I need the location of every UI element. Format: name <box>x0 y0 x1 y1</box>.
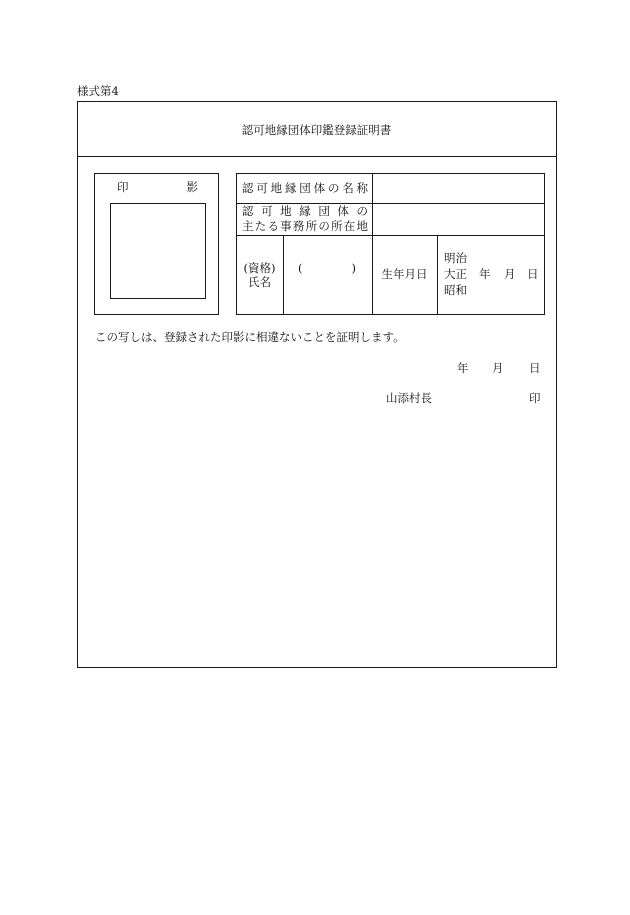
form-number: 様式第4 <box>77 84 119 98</box>
label-character: 縁 <box>299 204 311 218</box>
label-character: 事 <box>280 219 292 233</box>
label-character: の <box>318 219 330 233</box>
label-character: 可 <box>261 204 273 218</box>
issuer-title: 山添村長 <box>386 391 432 405</box>
birth-year-unit: 年 <box>479 267 491 281</box>
qualification-close-paren: ) <box>351 261 356 275</box>
birth-month-unit: 月 <box>504 267 516 281</box>
label-character: 認 <box>242 204 254 218</box>
era-showa: 昭和 <box>444 283 467 297</box>
label-character: 団 <box>318 204 330 218</box>
label-character: 団 <box>299 181 311 195</box>
group-name-value-cell <box>373 174 544 203</box>
label-character: 務 <box>292 219 305 233</box>
label-character: 主 <box>242 219 254 233</box>
seal-impression-header <box>117 180 198 194</box>
label-character: 称 <box>356 181 368 195</box>
label-character: 所 <box>331 219 343 233</box>
label-character: の <box>327 181 340 195</box>
label-character: 認 <box>242 181 254 195</box>
label-character: 地 <box>280 204 292 218</box>
birthdate-label: 生年月日 <box>381 267 428 281</box>
qualification-parentheses <box>298 261 356 275</box>
certificate-title: 認可地縁団体印鑑登録証明書 <box>241 123 392 137</box>
qualification-open-paren: ( <box>298 261 303 275</box>
seal-header-right: 影 <box>186 180 198 194</box>
certification-statement: この写しは、登録された印影に相違ないことを証明します。 <box>95 330 405 344</box>
label-character: 所 <box>305 219 318 233</box>
label-character: る <box>267 219 279 233</box>
group-name-label <box>242 181 368 195</box>
office-address-label-line2 <box>242 219 368 233</box>
era-meiji: 明治 <box>444 251 467 265</box>
table-column-divider-person <box>283 235 284 315</box>
title-divider <box>77 156 556 157</box>
table-column-divider-birthdate <box>437 235 438 315</box>
office-address-label-line1 <box>242 204 368 218</box>
label-character: 在 <box>343 219 356 233</box>
label-character: た <box>254 219 267 233</box>
label-character: 名 <box>342 181 354 195</box>
birth-day-unit: 日 <box>527 267 539 281</box>
label-character: 地 <box>356 219 368 233</box>
label-character: 可 <box>256 181 268 195</box>
label-character: 地 <box>270 181 283 195</box>
era-taisho: 大正 <box>444 267 467 281</box>
seal-header-left: 印 <box>117 180 129 194</box>
person-name-label: 氏名 <box>248 275 271 289</box>
issuer-seal-mark: 印 <box>529 391 541 405</box>
seal-impression-area <box>110 203 206 299</box>
qualification-label: (資格) <box>243 261 276 275</box>
issue-day-unit: 日 <box>529 361 541 375</box>
issue-month-unit: 月 <box>492 361 504 375</box>
office-address-value-cell <box>373 204 544 235</box>
issue-year-unit: 年 <box>457 361 469 375</box>
label-character: 縁 <box>284 181 297 195</box>
label-character: の <box>356 204 368 218</box>
label-character: 体 <box>313 181 326 195</box>
label-character: 体 <box>337 204 349 218</box>
